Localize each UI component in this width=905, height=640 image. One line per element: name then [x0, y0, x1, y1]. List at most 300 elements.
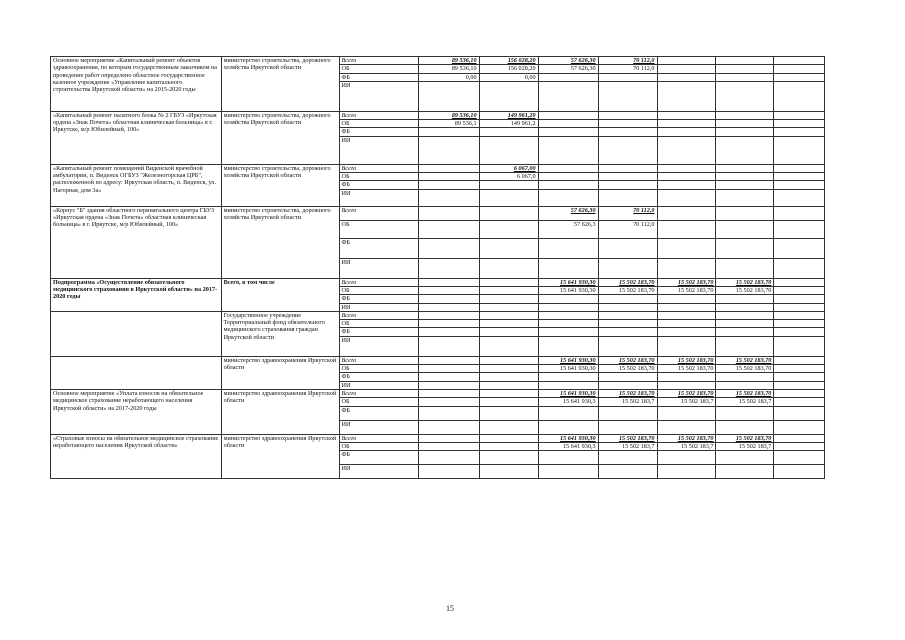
amount-cell	[774, 328, 825, 336]
amount-cell	[418, 328, 479, 336]
funding-source-cell: Всего	[339, 206, 418, 220]
amount-cell	[716, 120, 774, 128]
amount-cell	[418, 173, 479, 181]
amount-cell	[418, 278, 479, 286]
amount-cell	[716, 451, 774, 465]
amount-cell	[538, 451, 598, 465]
amount-cell	[418, 381, 479, 389]
amount-cell	[479, 434, 538, 442]
amount-cell: 15 502 183,70	[716, 434, 774, 442]
funding-source-cell: ОБ	[339, 365, 418, 373]
funding-source-cell: Всего	[339, 434, 418, 442]
amount-cell	[657, 136, 716, 164]
page-number: 15	[446, 604, 454, 613]
amount-cell	[657, 73, 716, 81]
amount-cell: 15 502 183,70	[657, 389, 716, 397]
amount-cell	[774, 173, 825, 181]
amount-cell	[538, 258, 598, 278]
amount-cell	[479, 303, 538, 311]
amount-cell	[774, 365, 825, 373]
amount-cell	[774, 81, 825, 111]
amount-cell	[657, 238, 716, 258]
amount-cell	[418, 206, 479, 220]
amount-cell	[657, 311, 716, 319]
amount-cell: 15 502 183,70	[598, 434, 657, 442]
funding-source-cell: ОБ	[339, 320, 418, 328]
amount-cell: 15 502 183,70	[598, 356, 657, 364]
amount-cell	[598, 128, 657, 136]
funding-source-cell: ИИ	[339, 303, 418, 311]
amount-cell	[538, 73, 598, 81]
amount-cell: 15 502 183,70	[716, 356, 774, 364]
funding-source-cell: ИИ	[339, 420, 418, 434]
amount-cell	[774, 136, 825, 164]
table-row	[51, 389, 825, 397]
amount-cell	[716, 320, 774, 328]
amount-cell	[538, 295, 598, 303]
amount-cell	[657, 373, 716, 381]
program-name-cell	[51, 356, 222, 389]
amount-cell	[418, 434, 479, 442]
amount-cell	[774, 206, 825, 220]
amount-cell	[418, 465, 479, 479]
funding-source-cell: Всего	[339, 111, 418, 119]
amount-cell	[774, 381, 825, 389]
amount-cell	[716, 465, 774, 479]
amount-cell	[538, 336, 598, 356]
amount-cell: 15 502 183,70	[657, 278, 716, 286]
amount-cell	[774, 336, 825, 356]
amount-cell	[716, 258, 774, 278]
amount-cell	[774, 164, 825, 172]
amount-cell	[598, 311, 657, 319]
amount-cell	[538, 189, 598, 206]
amount-cell: 15 502 183,70	[598, 278, 657, 286]
amount-cell	[774, 373, 825, 381]
amount-cell	[657, 81, 716, 111]
amount-cell	[716, 173, 774, 181]
amount-cell	[479, 320, 538, 328]
amount-cell	[479, 398, 538, 406]
amount-cell: 15 641 930,3	[538, 442, 598, 450]
program-name-cell: Основное мероприятие «Капитальный ремонт объектов здравоохранения, по которым государственным заказчиком на проведение работ определено областное государственное казенное учреждение «Управление капитального строительства Иркутской области» на 2015-2020 годы	[51, 57, 222, 112]
amount-cell	[418, 295, 479, 303]
amount-cell	[479, 278, 538, 286]
amount-cell	[774, 181, 825, 189]
program-name-cell: «Корпус "Б" здания областного перинатального центра ГБУЗ «Иркутская ордена «Знак Почета» областная клиническая больница» в г. Иркутске, м/р Юбилейный, 100»	[51, 206, 222, 278]
amount-cell	[774, 120, 825, 128]
amount-cell	[774, 420, 825, 434]
amount-cell	[598, 238, 657, 258]
amount-cell	[716, 295, 774, 303]
amount-cell	[479, 442, 538, 450]
funding-source-cell: ИИ	[339, 81, 418, 111]
amount-cell	[479, 81, 538, 111]
amount-cell	[538, 136, 598, 164]
amount-cell	[538, 128, 598, 136]
amount-cell	[774, 278, 825, 286]
amount-cell	[774, 128, 825, 136]
program-name-cell: «Капитальный ремонт палатного блока № 2 ГБУЗ «Иркутская ордена «Знак Почета» областная клиническая больница» в г. Иркутске, м/р Юбилейный, 100»	[51, 111, 222, 164]
amount-cell	[716, 111, 774, 119]
amount-cell	[774, 442, 825, 450]
amount-cell	[538, 320, 598, 328]
amount-cell	[479, 206, 538, 220]
amount-cell	[479, 389, 538, 397]
amount-cell	[716, 328, 774, 336]
amount-cell	[657, 181, 716, 189]
amount-cell	[774, 238, 825, 258]
amount-cell	[479, 451, 538, 465]
amount-cell	[598, 136, 657, 164]
table-row	[51, 311, 825, 319]
table-row	[51, 164, 825, 172]
table-row	[51, 111, 825, 119]
program-name-cell: «Страховые взносы на обязательное медицинское страхование неработающего населения Иркутской области»	[51, 434, 222, 479]
table-row	[51, 356, 825, 364]
amount-cell	[657, 303, 716, 311]
amount-cell	[657, 65, 716, 73]
amount-cell	[716, 206, 774, 220]
amount-cell	[774, 311, 825, 319]
amount-cell	[479, 465, 538, 479]
funding-source-cell: ИИ	[339, 136, 418, 164]
executor-cell: Всего, в том числе	[221, 278, 339, 311]
amount-cell	[774, 406, 825, 420]
amount-cell	[598, 120, 657, 128]
amount-cell	[657, 320, 716, 328]
executor-cell: Государственное учреждение Территориальный фонд обязательного медицинского страхования граждан Иркутской области	[221, 311, 339, 356]
amount-cell: 57 626,30	[538, 57, 598, 65]
executor-cell: министерство здравоохранения Иркутской области	[221, 356, 339, 389]
funding-source-cell: ФБ	[339, 373, 418, 381]
amount-cell: 156 028,20	[479, 65, 538, 73]
amount-cell	[418, 406, 479, 420]
amount-cell	[538, 173, 598, 181]
amount-cell: 15 502 183,7	[657, 398, 716, 406]
amount-cell	[479, 311, 538, 319]
amount-cell	[538, 303, 598, 311]
amount-cell	[479, 286, 538, 294]
amount-cell	[479, 189, 538, 206]
amount-cell	[716, 381, 774, 389]
amount-cell: 70 112,0	[598, 206, 657, 220]
amount-cell	[538, 81, 598, 111]
funding-source-cell: Всего	[339, 389, 418, 397]
amount-cell	[598, 406, 657, 420]
amount-cell	[418, 451, 479, 465]
amount-cell	[538, 181, 598, 189]
funding-source-cell: ОБ	[339, 220, 418, 238]
amount-cell	[716, 336, 774, 356]
funding-source-cell: ФБ	[339, 181, 418, 189]
amount-cell	[774, 389, 825, 397]
funding-source-cell: Всего	[339, 164, 418, 172]
amount-cell	[598, 164, 657, 172]
amount-cell	[598, 465, 657, 479]
amount-cell	[418, 398, 479, 406]
amount-cell	[657, 57, 716, 65]
amount-cell: 0,00	[418, 73, 479, 81]
amount-cell	[598, 303, 657, 311]
amount-cell	[657, 220, 716, 238]
amount-cell	[479, 365, 538, 373]
amount-cell	[479, 381, 538, 389]
funding-source-cell: ИИ	[339, 336, 418, 356]
amount-cell: 15 641 930,30	[538, 278, 598, 286]
program-name-cell: Основное мероприятие «Уплата взносов на обязательное медицинское страхование неработающего населения Иркутской области» на 2017-2020 годы	[51, 389, 222, 434]
amount-cell	[774, 295, 825, 303]
amount-cell	[418, 81, 479, 111]
amount-cell	[418, 311, 479, 319]
amount-cell: 15 641 930,30	[538, 365, 598, 373]
amount-cell	[538, 238, 598, 258]
amount-cell: 15 502 183,70	[598, 389, 657, 397]
amount-cell	[657, 381, 716, 389]
amount-cell	[418, 365, 479, 373]
amount-cell	[716, 181, 774, 189]
table-row	[51, 57, 825, 65]
amount-cell: 15 502 183,70	[657, 286, 716, 294]
amount-cell	[538, 406, 598, 420]
amount-cell	[538, 420, 598, 434]
funding-source-cell: ФБ	[339, 295, 418, 303]
amount-cell	[418, 356, 479, 364]
amount-cell	[774, 258, 825, 278]
amount-cell	[479, 356, 538, 364]
amount-cell	[418, 320, 479, 328]
amount-cell	[598, 336, 657, 356]
amount-cell: 15 502 183,70	[657, 365, 716, 373]
amount-cell	[657, 465, 716, 479]
amount-cell	[418, 303, 479, 311]
amount-cell	[598, 373, 657, 381]
amount-cell	[657, 206, 716, 220]
amount-cell	[774, 451, 825, 465]
amount-cell: 57 626,30	[538, 65, 598, 73]
amount-cell	[538, 373, 598, 381]
amount-cell	[716, 238, 774, 258]
amount-cell	[479, 258, 538, 278]
amount-cell	[774, 111, 825, 119]
amount-cell	[598, 111, 657, 119]
amount-cell	[657, 451, 716, 465]
amount-cell	[418, 258, 479, 278]
amount-cell: 89 536,1	[418, 120, 479, 128]
amount-cell	[657, 406, 716, 420]
amount-cell	[479, 328, 538, 336]
amount-cell	[716, 311, 774, 319]
funding-source-cell: ОБ	[339, 442, 418, 450]
amount-cell	[716, 128, 774, 136]
amount-cell	[418, 373, 479, 381]
funding-source-cell: ИИ	[339, 381, 418, 389]
amount-cell	[418, 286, 479, 294]
executor-cell: министерство строительства, дорожного хозяйства Иркутской области	[221, 164, 339, 206]
amount-cell	[657, 111, 716, 119]
amount-cell: 57 626,30	[538, 206, 598, 220]
funding-source-cell: ОБ	[339, 286, 418, 294]
amount-cell: 15 502 183,7	[598, 442, 657, 450]
funding-source-cell: ФБ	[339, 128, 418, 136]
amount-cell	[418, 189, 479, 206]
amount-cell	[657, 420, 716, 434]
amount-cell	[598, 420, 657, 434]
amount-cell	[657, 336, 716, 356]
amount-cell	[418, 220, 479, 238]
amount-cell	[716, 136, 774, 164]
amount-cell	[418, 136, 479, 164]
amount-cell: 15 641 930,30	[538, 434, 598, 442]
executor-cell: министерство здравоохранения Иркутской области	[221, 434, 339, 479]
program-name-cell: «Капитальный ремонт помещений Виденской врачебной амбулатории, п. Виденск ОГБУЗ "Железногорская ЦРБ", расположенной по адресу: Иркутская область, п. Виденск, ул. Нагорная, дом 3а»	[51, 164, 222, 206]
amount-cell	[716, 373, 774, 381]
amount-cell	[418, 336, 479, 356]
amount-cell: 89 536,10	[418, 65, 479, 73]
amount-cell	[538, 111, 598, 119]
amount-cell	[598, 258, 657, 278]
funding-source-cell: ФБ	[339, 406, 418, 420]
amount-cell: 15 502 183,70	[657, 356, 716, 364]
budget-table	[50, 56, 825, 479]
amount-cell: 15 502 183,70	[716, 278, 774, 286]
amount-cell	[598, 81, 657, 111]
amount-cell	[657, 258, 716, 278]
amount-cell: 70 112,0	[598, 220, 657, 238]
amount-cell	[774, 398, 825, 406]
funding-source-cell: ФБ	[339, 328, 418, 336]
amount-cell	[418, 389, 479, 397]
funding-source-cell: ИИ	[339, 258, 418, 278]
amount-cell	[598, 328, 657, 336]
amount-cell	[774, 65, 825, 73]
funding-source-cell: Всего	[339, 311, 418, 319]
amount-cell: 89 536,10	[418, 57, 479, 65]
amount-cell	[657, 328, 716, 336]
funding-source-cell: ИИ	[339, 465, 418, 479]
amount-cell: 15 502 183,70	[598, 286, 657, 294]
executor-cell: министерство строительства, дорожного хозяйства Иркутской области	[221, 111, 339, 164]
amount-cell	[538, 328, 598, 336]
amount-cell	[479, 136, 538, 164]
amount-cell	[774, 57, 825, 65]
amount-cell: 15 502 183,7	[716, 442, 774, 450]
amount-cell	[774, 465, 825, 479]
amount-cell: 15 502 183,7	[598, 398, 657, 406]
funding-source-cell: ФБ	[339, 451, 418, 465]
amount-cell: 15 641 930,30	[538, 389, 598, 397]
table-row	[51, 434, 825, 442]
amount-cell	[479, 128, 538, 136]
amount-cell: 15 641 930,30	[538, 286, 598, 294]
amount-cell	[716, 65, 774, 73]
amount-cell	[538, 120, 598, 128]
amount-cell: 15 502 183,7	[716, 398, 774, 406]
amount-cell	[716, 220, 774, 238]
amount-cell	[598, 381, 657, 389]
amount-cell	[418, 181, 479, 189]
amount-cell	[598, 173, 657, 181]
amount-cell	[657, 128, 716, 136]
amount-cell	[538, 311, 598, 319]
amount-cell	[418, 164, 479, 172]
amount-cell	[479, 220, 538, 238]
funding-source-cell: ИИ	[339, 189, 418, 206]
amount-cell	[774, 189, 825, 206]
amount-cell: 15 502 183,70	[716, 389, 774, 397]
funding-source-cell: Всего	[339, 356, 418, 364]
funding-source-cell: ОБ	[339, 398, 418, 406]
amount-cell: 156 028,20	[479, 57, 538, 65]
funding-source-cell: Всего	[339, 278, 418, 286]
program-name-cell	[51, 311, 222, 356]
funding-source-cell: ФБ	[339, 238, 418, 258]
amount-cell	[479, 238, 538, 258]
funding-source-cell: ОБ	[339, 65, 418, 73]
amount-cell	[479, 295, 538, 303]
amount-cell: 15 502 183,7	[657, 442, 716, 450]
amount-cell	[598, 295, 657, 303]
amount-cell: 149 961,2	[479, 120, 538, 128]
amount-cell	[716, 164, 774, 172]
amount-cell	[774, 73, 825, 81]
amount-cell	[774, 434, 825, 442]
amount-cell: 70 112,0	[598, 65, 657, 73]
amount-cell	[657, 189, 716, 206]
executor-cell: министерство строительства, дорожного хозяйства Иркутской области	[221, 57, 339, 112]
amount-cell	[774, 356, 825, 364]
amount-cell	[479, 181, 538, 189]
amount-cell	[657, 173, 716, 181]
amount-cell: 6 067,0	[479, 173, 538, 181]
amount-cell	[716, 189, 774, 206]
amount-cell: 15 641 930,30	[538, 356, 598, 364]
amount-cell: 0,00	[479, 73, 538, 81]
funding-source-cell: ОБ	[339, 120, 418, 128]
amount-cell: 149 961,20	[479, 111, 538, 119]
amount-cell	[598, 73, 657, 81]
table-row	[51, 206, 825, 220]
amount-cell: 6 067,00	[479, 164, 538, 172]
amount-cell	[598, 181, 657, 189]
amount-cell	[418, 420, 479, 434]
amount-cell	[774, 286, 825, 294]
funding-source-cell: ФБ	[339, 73, 418, 81]
amount-cell	[418, 238, 479, 258]
executor-cell: министерство строительства, дорожного хозяйства Иркутской области	[221, 206, 339, 278]
amount-cell	[538, 381, 598, 389]
amount-cell	[716, 420, 774, 434]
amount-cell	[774, 320, 825, 328]
amount-cell	[598, 189, 657, 206]
amount-cell	[657, 120, 716, 128]
amount-cell: 15 502 183,70	[716, 286, 774, 294]
amount-cell	[716, 57, 774, 65]
amount-cell: 15 502 183,70	[716, 365, 774, 373]
amount-cell	[716, 303, 774, 311]
amount-cell	[538, 465, 598, 479]
amount-cell: 57 626,3	[538, 220, 598, 238]
amount-cell	[418, 442, 479, 450]
amount-cell	[774, 220, 825, 238]
amount-cell	[598, 451, 657, 465]
amount-cell: 15 502 183,70	[657, 434, 716, 442]
funding-source-cell: Всего	[339, 57, 418, 65]
amount-cell	[479, 406, 538, 420]
amount-cell	[716, 81, 774, 111]
amount-cell	[418, 128, 479, 136]
program-name-cell: Подпрограмма «Осуществление обязательного медицинского страхования в Иркутской области» на 2017-2020 годы	[51, 278, 222, 311]
